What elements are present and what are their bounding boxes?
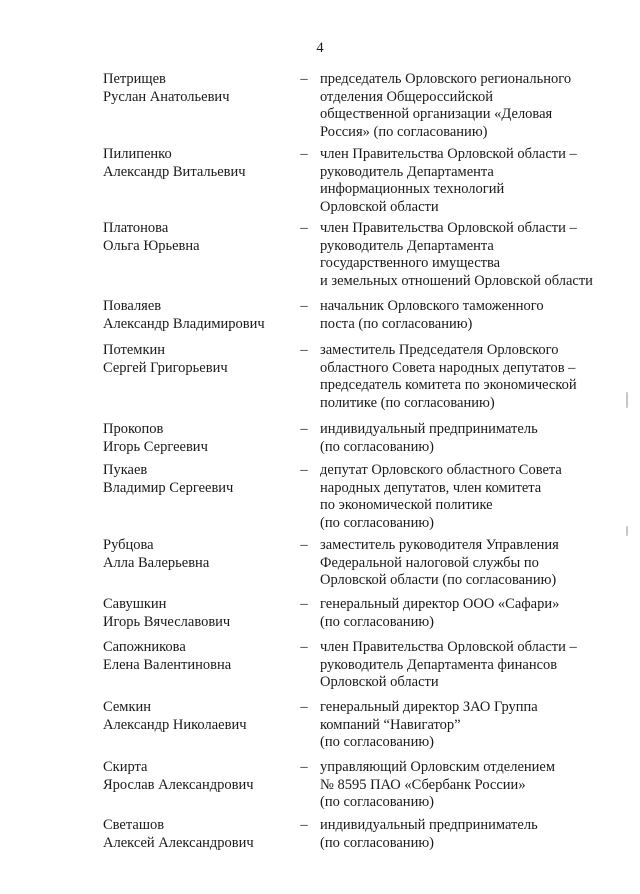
role-line: заместитель руководителя Управления — [320, 537, 559, 553]
role-line: член Правительства Орловской области – — [320, 146, 577, 162]
role-line: Орловской области — [320, 674, 439, 690]
role-line: и земельных отношений Орловской области — [320, 272, 593, 289]
role-line: (по согласованию) — [320, 834, 434, 851]
member-role — [320, 759, 620, 812]
role-line: Россия» (по согласованию) — [320, 123, 488, 140]
role-line: отделения Общероссийской — [320, 88, 493, 105]
member-given-names: Сергей Григорьевич — [103, 359, 228, 376]
role-line: № 8595 ПАО «Сбербанк России» — [320, 776, 526, 793]
member-name — [103, 596, 293, 631]
member-given-names: Ольга Юрьевна — [103, 237, 200, 254]
role-line: общественной организации «Деловая — [320, 106, 553, 122]
role-line: (по согласованию) — [320, 794, 434, 810]
role-line: Орловской области — [320, 198, 439, 215]
member-surname: Петрищев — [103, 71, 166, 87]
dash-separator: – — [300, 596, 308, 612]
role-line: депутат Орловского областного Совета — [320, 462, 562, 478]
member-surname: Сапожникова — [103, 639, 186, 655]
member-role — [320, 699, 620, 752]
member-name — [103, 639, 293, 674]
page-number: 4 — [316, 40, 324, 56]
role-line: информационных технологий — [320, 181, 505, 197]
member-surname: Потемкин — [103, 342, 166, 358]
role-line: руководитель Департамента — [320, 237, 494, 254]
dash-separator: – — [300, 699, 308, 715]
member-role — [320, 298, 620, 333]
member-name — [103, 699, 293, 734]
member-name — [103, 759, 293, 794]
role-line: заместитель Председателя Орловского — [320, 342, 559, 358]
member-surname: Поваляев — [103, 298, 162, 314]
dash-separator: – — [300, 342, 308, 358]
role-line: член Правительства Орловской области – — [320, 639, 577, 655]
member-given-names: Владимир Сергеевич — [103, 479, 234, 496]
role-line: руководитель Департамента — [320, 163, 494, 180]
member-given-names: Игорь Вячеславович — [103, 613, 231, 630]
role-line: генеральный директор ООО «Сафари» — [320, 596, 560, 612]
role-line: государственного имущества — [320, 255, 501, 271]
member-name — [103, 298, 293, 333]
member-surname: Прокопов — [103, 421, 164, 437]
role-line: (по согласованию) — [320, 613, 434, 630]
member-name — [103, 220, 293, 255]
member-given-names: Александр Владимирович — [103, 315, 265, 332]
dash-separator: – — [300, 421, 308, 437]
member-given-names: Ярослав Александрович — [103, 776, 254, 793]
dash-separator: – — [300, 639, 308, 655]
role-line: индивидуальный предприниматель — [320, 421, 538, 437]
role-line: политике (по согласованию) — [320, 394, 495, 411]
member-name — [103, 537, 293, 572]
member-given-names: Алексей Александрович — [103, 834, 254, 851]
dash-separator: – — [300, 220, 308, 236]
role-line: председатель комитета по экономической — [320, 377, 577, 393]
role-line: руководитель Департамента финансов — [320, 656, 558, 673]
member-name — [103, 462, 293, 497]
dash-separator: – — [300, 462, 308, 478]
member-role — [320, 639, 620, 692]
dash-separator: – — [300, 759, 308, 775]
member-surname: Скирта — [103, 759, 148, 775]
member-given-names: Руслан Анатольевич — [103, 88, 230, 105]
member-name — [103, 817, 293, 852]
member-name — [103, 421, 293, 456]
role-line: народных депутатов, член комитета — [320, 479, 542, 496]
role-line: Федеральной налоговой службы по — [320, 554, 539, 571]
member-role — [320, 421, 620, 456]
scan-edge-mark — [626, 392, 628, 408]
member-role — [320, 71, 620, 141]
role-line: поста (по согласованию) — [320, 315, 473, 332]
role-line: областного Совета народных депутатов – — [320, 359, 576, 376]
member-name — [103, 146, 293, 181]
member-role — [320, 342, 620, 412]
role-line: компаний “Навигатор” — [320, 716, 461, 733]
role-line: индивидуальный предприниматель — [320, 817, 538, 833]
member-surname: Платонова — [103, 220, 169, 236]
member-given-names: Игорь Сергеевич — [103, 438, 208, 455]
role-line: (по согласованию) — [320, 438, 434, 455]
member-role — [320, 817, 620, 852]
member-role — [320, 596, 620, 631]
role-line: по экономической политике — [320, 497, 493, 513]
member-surname: Рубцова — [103, 537, 154, 553]
member-role — [320, 462, 620, 532]
role-line: генеральный директор ЗАО Группа — [320, 699, 538, 715]
member-given-names: Александр Витальевич — [103, 163, 246, 180]
role-line: председатель Орловского регионального — [320, 71, 572, 87]
member-role — [320, 146, 620, 216]
member-surname: Савушкин — [103, 596, 167, 612]
member-name — [103, 342, 293, 377]
role-line: (по согласованию) — [320, 514, 434, 531]
role-line: (по согласованию) — [320, 734, 434, 750]
scan-edge-mark — [626, 526, 628, 536]
role-line: начальник Орловского таможенного — [320, 298, 544, 314]
role-line: управляющий Орловским отделением — [320, 759, 556, 775]
member-name — [103, 71, 293, 106]
dash-separator: – — [300, 71, 308, 87]
member-given-names: Александр Николаевич — [103, 716, 247, 733]
member-given-names: Алла Валерьевна — [103, 554, 210, 571]
dash-separator: – — [300, 146, 308, 162]
member-role — [320, 220, 620, 290]
member-surname: Светашов — [103, 817, 165, 833]
member-surname: Семкин — [103, 699, 152, 715]
dash-separator: – — [300, 537, 308, 553]
member-given-names: Елена Валентиновна — [103, 656, 232, 673]
member-role — [320, 537, 620, 590]
dash-separator: – — [300, 298, 308, 314]
member-surname: Пукаев — [103, 462, 148, 478]
role-line: член Правительства Орловской области – — [320, 220, 577, 236]
member-surname: Пилипенко — [103, 146, 172, 162]
dash-separator: – — [300, 817, 308, 833]
role-line: Орловской области (по согласованию) — [320, 572, 557, 588]
